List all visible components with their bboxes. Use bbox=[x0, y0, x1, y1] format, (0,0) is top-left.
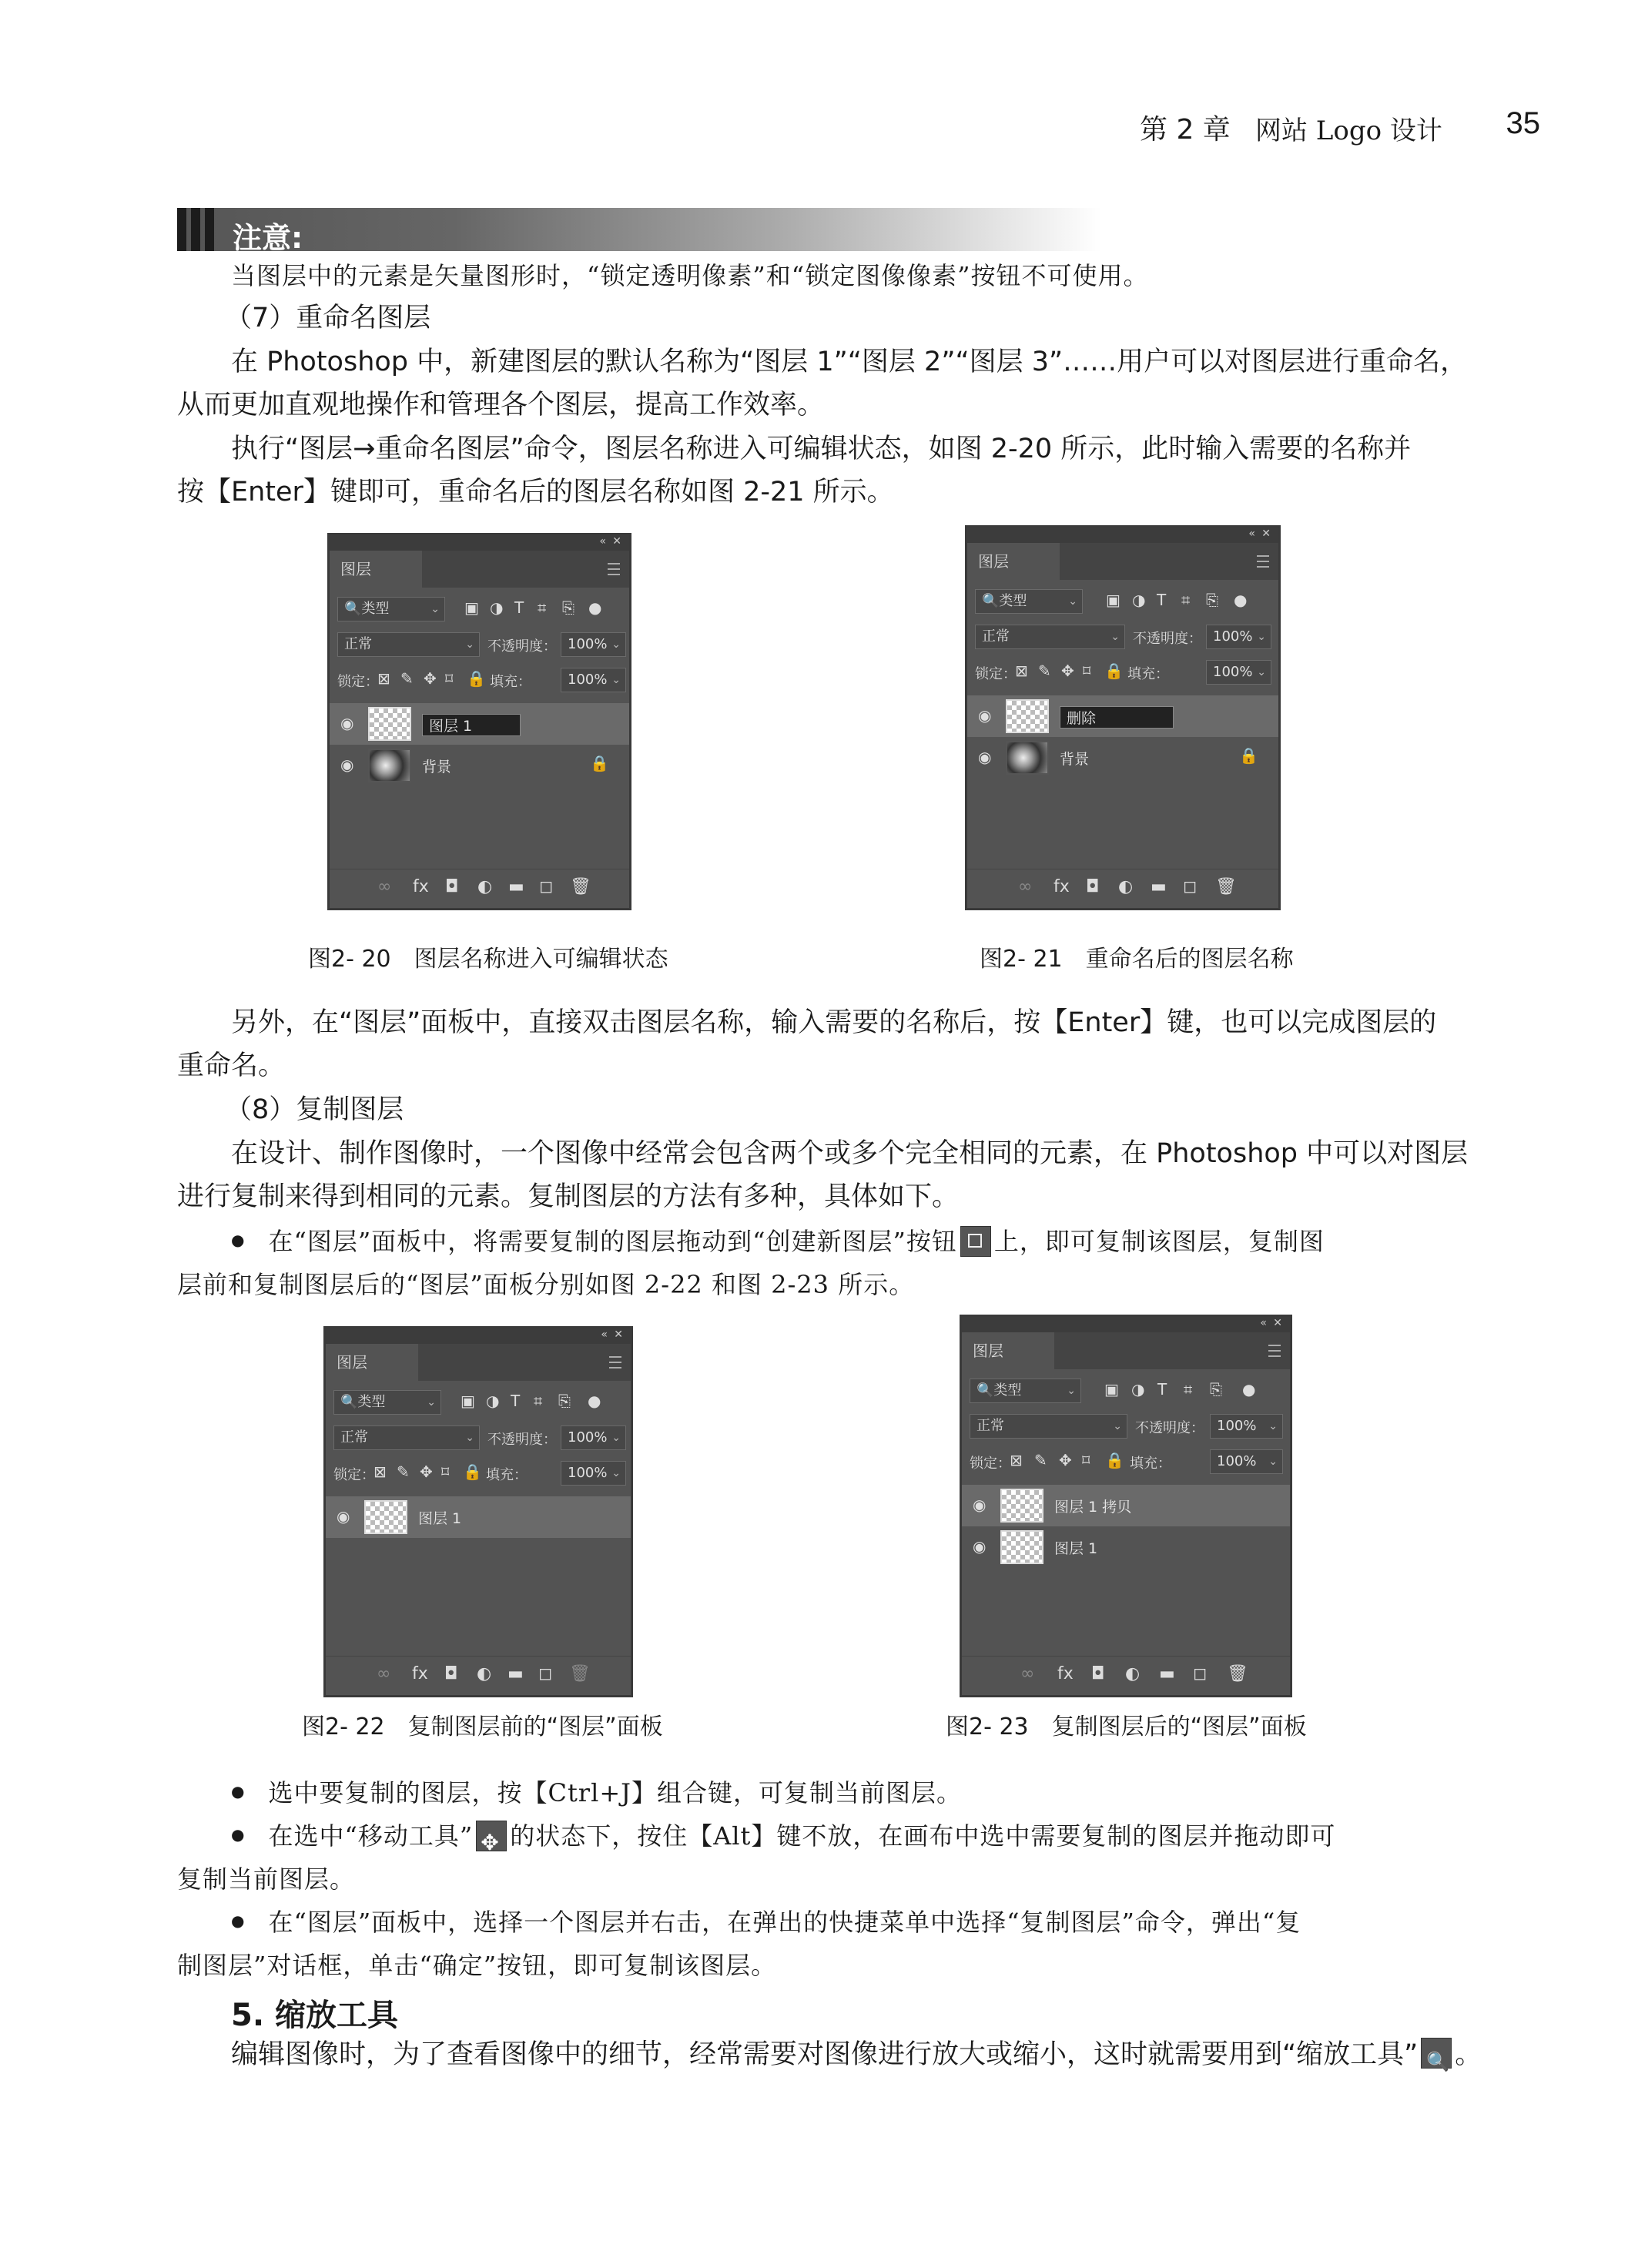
kind-filter[interactable]: 🔍类型 ⌄ bbox=[333, 1390, 441, 1415]
sec8-p1-line2: 进行复制来得到相同的元素。复制图层的方法有多种，具体如下。 bbox=[177, 1181, 960, 1212]
layer-thumbnail bbox=[1006, 699, 1049, 733]
lock-artboard-icon[interactable]: ⌑ bbox=[1083, 662, 1091, 680]
delete-layer-icon[interactable]: 🗑 bbox=[569, 1664, 591, 1683]
background-thumbnail bbox=[1006, 741, 1049, 775]
figure-caption-2-23: 图2- 23 复制图层后的“图层”面板 bbox=[946, 1714, 1307, 1740]
new-group-icon[interactable]: ▬ bbox=[1151, 877, 1167, 896]
visibility-eye-icon[interactable]: ◉ bbox=[978, 748, 992, 766]
background-layer-row[interactable] bbox=[330, 745, 629, 786]
sec5-p1: 编辑图像时，为了查看图像中的细节，经常需要对图像进行放大或缩小，这时就需要用到“缩放工具”🔍 。 bbox=[231, 2033, 1494, 2076]
new-layer-icon[interactable]: ◻ bbox=[538, 1664, 553, 1683]
lock-artboard-icon[interactable]: ⌑ bbox=[441, 1462, 450, 1481]
sec7-p1-line1: 在 Photoshop 中，新建图层的默认名称为“图层 1”“图层 2”“图层 3”……用户可以对图层进行重命名， bbox=[231, 347, 1468, 377]
lock-label: 锁定： bbox=[333, 1467, 375, 1483]
adjustment-layer-icon[interactable]: ◐ bbox=[1125, 1664, 1141, 1683]
visibility-eye-icon[interactable]: ◉ bbox=[973, 1496, 987, 1514]
smart-filter-icon[interactable]: ⎘ bbox=[558, 1392, 571, 1410]
section-7-heading: （7）重命名图层 bbox=[225, 303, 431, 333]
adjustment-layer-icon[interactable]: ◐ bbox=[477, 1664, 492, 1683]
move-tool-icon bbox=[476, 1821, 507, 1851]
kind-filter[interactable]: 🔍类型 ⌄ bbox=[970, 1379, 1081, 1403]
smart-filter-icon[interactable]: ⎘ bbox=[1206, 591, 1218, 609]
lock-all-icon[interactable]: 🔒 bbox=[1105, 1451, 1124, 1469]
fill-label: 填充： bbox=[486, 1467, 528, 1483]
kind-filter[interactable]: 🔍类型 ⌄ bbox=[337, 597, 445, 621]
layers-panel-fig22: « ✕ 图层 🔍类型 ⌄ ▣ ◑ T ⌗ ⎘ ● 正常 ⌄ 不透明度： 100% ⌄ 锁定： ⊠ ✎ ✥ ⌑ 🔒 填充： 100% ⌄ ◉ 图层 1 ∞ fx ◘ ◐ ▬ ◻ 🗑 bbox=[323, 1326, 633, 1697]
note-text: 当图层中的元素是矢量图形时，“锁定透明像素”和“锁定图像像素”按钮不可使用。 bbox=[231, 261, 1149, 290]
layers-tab[interactable]: 图层 bbox=[967, 543, 1060, 580]
visibility-eye-icon[interactable]: ◉ bbox=[340, 714, 354, 732]
type-filter-icon[interactable]: T bbox=[511, 1392, 521, 1410]
panel-menu-icon[interactable] bbox=[1257, 555, 1269, 568]
opacity-label: 不透明度： bbox=[487, 1432, 557, 1448]
add-mask-icon[interactable]: ◘ bbox=[445, 877, 459, 896]
section-5-heading: 5. 缩放工具 bbox=[231, 1998, 398, 2033]
link-layers-icon[interactable]: ∞ bbox=[377, 877, 392, 896]
bullet-3-line2: 复制当前图层。 bbox=[177, 1864, 356, 1894]
figure-caption-2-20: 图2- 20 图层名称进入可编辑状态 bbox=[308, 946, 668, 973]
page-number: 35 bbox=[1506, 106, 1540, 140]
lock-position-icon[interactable]: ✥ bbox=[1061, 662, 1074, 680]
layers-tab[interactable]: 图层 bbox=[326, 1344, 418, 1381]
new-group-icon[interactable]: ▬ bbox=[507, 1664, 524, 1683]
note-banner bbox=[177, 208, 1101, 255]
sec8-p1-line1: 在设计、制作图像时，一个图像中经常会包含两个或多个完全相同的元素，在 Photoshop 中可以对图层 bbox=[231, 1138, 1469, 1169]
sec7-p2-line1: 执行“图层→重命名图层”命令，图层名称进入可编辑状态，如图 2-20 所示，此时输入需要的名称并 bbox=[231, 434, 1412, 464]
sec7-p2-line2: 按【Enter】键即可，重命名后的图层名称如图 2-21 所示。 bbox=[177, 477, 894, 508]
layer-name: 图层 1 bbox=[1054, 1540, 1098, 1557]
zoom-tool-icon bbox=[1421, 2038, 1452, 2069]
layers-panel-fig23: « ✕ 图层 🔍类型 ⌄ ▣ ◑ T ⌗ ⎘ ● 正常 ⌄ 不透明度： 100% ⌄ 锁定： ⊠ ✎ ✥ ⌑ 🔒 填充： 100% ⌄ ◉ 图层 1 拷贝 ◉ 图层 1 ∞ fx ◘ ◐ ▬ ◻ 🗑 bbox=[960, 1315, 1292, 1697]
p3-line2: 重命名。 bbox=[177, 1050, 286, 1081]
delete-layer-icon[interactable]: 🗑 bbox=[1227, 1664, 1248, 1683]
fill-label: 填充： bbox=[1130, 1456, 1171, 1472]
bullet-4-line2: 制图层”对话框，单击“确定”按钮，即可复制该图层。 bbox=[177, 1951, 777, 1980]
background-thumbnail bbox=[368, 749, 411, 782]
adjust-filter-icon[interactable]: ◑ bbox=[490, 598, 504, 617]
type-filter-icon[interactable]: T bbox=[514, 598, 524, 617]
image-filter-icon[interactable]: ▣ bbox=[1104, 1380, 1119, 1399]
adjust-filter-icon[interactable]: ◑ bbox=[1132, 591, 1146, 609]
opacity-field[interactable]: 100% ⌄ bbox=[561, 632, 626, 657]
bullet-2: ● 选中要复制的图层，按【Ctrl+J】组合键，可复制当前图层。 bbox=[231, 1771, 1494, 1817]
lock-icon: 🔒 bbox=[1239, 746, 1258, 765]
add-mask-icon[interactable]: ◘ bbox=[1086, 877, 1100, 896]
lock-transparent-icon[interactable]: ⊠ bbox=[377, 669, 390, 688]
new-group-icon[interactable]: ▬ bbox=[508, 877, 524, 896]
delete-layer-icon[interactable]: 🗑 bbox=[570, 877, 591, 896]
layer-name-editing[interactable]: 图层 1 bbox=[422, 714, 521, 736]
layer-thumbnail bbox=[364, 1500, 407, 1534]
lock-transparent-icon[interactable]: ⊠ bbox=[1015, 662, 1028, 680]
figure-caption-2-21: 图2- 21 重命名后的图层名称 bbox=[980, 946, 1294, 973]
bullet-3-line1: ● 在选中“移动工具”✥ 的状态下，按住【Alt】键不放，在画布中选中需要复制的图层并拖动即可 bbox=[231, 1814, 1494, 1861]
layers-tab[interactable]: 图层 bbox=[330, 551, 422, 588]
lock-position-icon[interactable]: ✥ bbox=[424, 669, 437, 688]
lock-position-icon[interactable]: ✥ bbox=[420, 1462, 433, 1481]
lock-transparent-icon[interactable]: ⊠ bbox=[374, 1462, 387, 1481]
opacity-field[interactable]: 100% ⌄ bbox=[1206, 625, 1271, 649]
filter-toggle-icon[interactable]: ● bbox=[1234, 591, 1248, 609]
blend-mode-select[interactable]: 正常 ⌄ bbox=[975, 625, 1125, 649]
add-mask-icon[interactable]: ◘ bbox=[444, 1664, 458, 1683]
layer-row[interactable] bbox=[326, 1496, 631, 1538]
layers-panel-fig20: « ✕ 图层 🔍类型 ⌄ ▣ ◑ T ⌗ ⎘ ● 正常 ⌄ 不透明度： 100% ⌄ 锁定： ⊠ ✎ ✥ ⌑ 🔒 填充： 100% ⌄ ◉ 图层 1 ◉ 背景 🔒 ∞ fx ◘ ◐ ▬ ◻ 🗑 bbox=[327, 533, 631, 910]
smart-filter-icon[interactable]: ⎘ bbox=[562, 598, 574, 617]
visibility-eye-icon[interactable]: ◉ bbox=[978, 706, 992, 725]
bullet-4-line1: ● 在“图层”面板中，选择一个图层并右击，在弹出的快捷菜单中选择“复制图层”命令，弹出“复 bbox=[231, 1901, 1494, 1947]
lock-all-icon[interactable]: 🔒 bbox=[463, 1462, 482, 1481]
filter-toggle-icon[interactable]: ● bbox=[588, 1392, 601, 1410]
adjustment-layer-icon[interactable]: ◐ bbox=[477, 877, 493, 896]
image-filter-icon[interactable]: ▣ bbox=[1106, 591, 1121, 609]
panel-bottom-bar bbox=[967, 869, 1278, 908]
layer-row[interactable] bbox=[967, 695, 1278, 737]
fill-label: 填充： bbox=[490, 674, 531, 690]
background-layer-row[interactable] bbox=[967, 737, 1278, 779]
blend-mode-select[interactable]: 正常 ⌄ bbox=[970, 1414, 1127, 1439]
adjust-filter-icon[interactable]: ◑ bbox=[1131, 1380, 1145, 1399]
layer-name-renamed[interactable]: 删除 bbox=[1060, 706, 1174, 729]
opacity-field[interactable]: 100% ⌄ bbox=[561, 1425, 626, 1450]
bullet-1-line1: ● 在“图层”面板中，将需要复制的图层拖动到“创建新图层”按钮 上，即可复制该图层，复制图 bbox=[231, 1220, 1494, 1266]
lock-all-icon[interactable]: 🔒 bbox=[467, 669, 486, 688]
panel-bottom-bar bbox=[962, 1656, 1290, 1695]
chapter-title: 网站 Logo 设计 bbox=[1255, 116, 1442, 146]
lock-image-icon[interactable]: ✎ bbox=[400, 669, 414, 688]
link-layers-icon[interactable]: ∞ bbox=[1020, 1664, 1035, 1683]
panel-menu-icon[interactable] bbox=[1268, 1345, 1281, 1357]
note-label: 注意: bbox=[233, 221, 303, 255]
add-mask-icon[interactable]: ◘ bbox=[1091, 1664, 1105, 1683]
layer-row[interactable] bbox=[330, 703, 629, 745]
layer-thumbnail bbox=[368, 707, 411, 741]
fx-icon[interactable]: fx bbox=[1054, 877, 1070, 896]
layers-panel-fig21: « ✕ 图层 🔍类型 ⌄ ▣ ◑ T ⌗ ⎘ ● 正常 ⌄ 不透明度： 100% ⌄ 锁定： ⊠ ✎ ✥ ⌑ 🔒 填充： 100% ⌄ ◉ 删除 ◉ 背景 🔒 ∞ fx ◘ ◐ ▬ ◻ 🗑 bbox=[965, 525, 1281, 910]
fx-icon[interactable]: fx bbox=[413, 877, 429, 896]
kind-filter[interactable]: 🔍类型 ⌄ bbox=[975, 589, 1083, 614]
opacity-field[interactable]: 100% ⌄ bbox=[1210, 1414, 1283, 1439]
layer-row-original[interactable] bbox=[962, 1526, 1290, 1568]
lock-label: 锁定： bbox=[975, 666, 1017, 682]
link-layers-icon[interactable]: ∞ bbox=[377, 1664, 391, 1683]
lock-transparent-icon[interactable]: ⊠ bbox=[1010, 1451, 1023, 1469]
fill-field[interactable]: 100% ⌄ bbox=[1210, 1449, 1283, 1474]
layer-row-copy[interactable] bbox=[962, 1485, 1290, 1526]
image-filter-icon[interactable]: ▣ bbox=[461, 1392, 475, 1410]
lock-label: 锁定： bbox=[970, 1456, 1011, 1472]
opacity-label: 不透明度： bbox=[487, 638, 557, 655]
fx-icon[interactable]: fx bbox=[1057, 1664, 1074, 1683]
lock-image-icon[interactable]: ✎ bbox=[1038, 662, 1051, 680]
lock-all-icon[interactable]: 🔒 bbox=[1104, 662, 1124, 680]
create-new-layer-icon bbox=[960, 1226, 991, 1257]
smart-filter-icon[interactable]: ⎘ bbox=[1210, 1380, 1222, 1399]
running-header bbox=[1140, 108, 1540, 154]
fx-icon[interactable]: fx bbox=[412, 1664, 428, 1683]
opacity-label: 不透明度： bbox=[1133, 631, 1202, 647]
lock-image-icon[interactable]: ✎ bbox=[397, 1462, 410, 1481]
note-stripes bbox=[177, 208, 223, 251]
adjust-filter-icon[interactable]: ◑ bbox=[486, 1392, 500, 1410]
shape-filter-icon[interactable]: ⌗ bbox=[1181, 591, 1191, 609]
type-filter-icon[interactable]: T bbox=[1157, 591, 1167, 609]
opacity-label: 不透明度： bbox=[1135, 1420, 1204, 1436]
panel-menu-icon[interactable] bbox=[608, 563, 620, 575]
delete-layer-icon[interactable]: 🗑 bbox=[1215, 877, 1237, 896]
section-8-heading: （8）复制图层 bbox=[225, 1094, 404, 1125]
panel-menu-icon[interactable] bbox=[609, 1356, 621, 1369]
link-layers-icon[interactable]: ∞ bbox=[1018, 877, 1033, 896]
visibility-eye-icon[interactable]: ◉ bbox=[973, 1537, 987, 1556]
blend-mode-select[interactable]: 正常 ⌄ bbox=[337, 632, 480, 657]
new-layer-icon[interactable]: ◻ bbox=[1193, 1664, 1208, 1683]
fill-field[interactable]: 100% ⌄ bbox=[1206, 660, 1271, 685]
bullet-1-line2: 层前和复制图层后的“图层”面板分别如图 2-22 和图 2-23 所示。 bbox=[177, 1270, 915, 1299]
layers-tab[interactable]: 图层 bbox=[962, 1332, 1054, 1369]
panel-bottom-bar bbox=[330, 869, 629, 908]
lock-artboard-icon[interactable]: ⌑ bbox=[1082, 1451, 1090, 1469]
fill-field[interactable]: 100% ⌄ bbox=[561, 668, 626, 692]
visibility-eye-icon[interactable]: ◉ bbox=[340, 755, 354, 774]
fill-label: 填充： bbox=[1127, 666, 1169, 682]
new-group-icon[interactable]: ▬ bbox=[1159, 1664, 1175, 1683]
chapter-label: 第 2 章 bbox=[1140, 114, 1231, 146]
type-filter-icon[interactable]: T bbox=[1157, 1380, 1167, 1399]
adjustment-layer-icon[interactable]: ◐ bbox=[1118, 877, 1134, 896]
sec7-p1-line2: 从而更加直观地操作和管理各个图层，提高工作效率。 bbox=[177, 390, 825, 420]
layer-copy-name: 图层 1 拷贝 bbox=[1054, 1499, 1132, 1516]
shape-filter-icon[interactable]: ⌗ bbox=[1184, 1380, 1193, 1399]
background-layer-name: 背景 bbox=[422, 759, 452, 776]
lock-label: 锁定： bbox=[337, 674, 379, 690]
lock-position-icon[interactable]: ✥ bbox=[1059, 1451, 1072, 1469]
lock-icon: 🔒 bbox=[590, 754, 609, 772]
background-layer-name: 背景 bbox=[1060, 751, 1090, 768]
lock-image-icon[interactable]: ✎ bbox=[1034, 1451, 1047, 1469]
image-filter-icon[interactable]: ▣ bbox=[464, 598, 479, 617]
figure-caption-2-22: 图2- 22 复制图层前的“图层”面板 bbox=[302, 1714, 663, 1740]
fill-field[interactable]: 100% ⌄ bbox=[561, 1461, 626, 1486]
shape-filter-icon[interactable]: ⌗ bbox=[538, 598, 547, 617]
p3-line1: 另外，在“图层”面板中，直接双击图层名称，输入需要的名称后，按【Enter】键，也可以完成图层的 bbox=[231, 1007, 1437, 1038]
blend-mode-select[interactable]: 正常 ⌄ bbox=[333, 1425, 480, 1450]
new-layer-icon[interactable]: ◻ bbox=[1183, 877, 1198, 896]
filter-toggle-icon[interactable]: ● bbox=[588, 598, 602, 617]
visibility-eye-icon[interactable]: ◉ bbox=[337, 1507, 350, 1526]
layer-thumbnail bbox=[1000, 1530, 1043, 1564]
layer-thumbnail bbox=[1000, 1489, 1043, 1523]
new-layer-icon[interactable]: ◻ bbox=[539, 877, 554, 896]
panel-bottom-bar bbox=[326, 1656, 631, 1695]
filter-toggle-icon[interactable]: ● bbox=[1242, 1380, 1256, 1399]
lock-artboard-icon[interactable]: ⌑ bbox=[445, 669, 454, 688]
shape-filter-icon[interactable]: ⌗ bbox=[534, 1392, 543, 1410]
layer-name: 图层 1 bbox=[418, 1510, 462, 1527]
